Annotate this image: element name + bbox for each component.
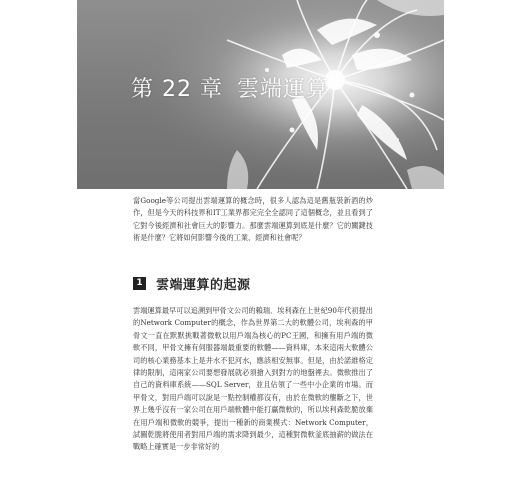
chapter-title [131,72,329,103]
chapter-name: 雲端運算 [236,77,329,102]
section-heading [133,275,251,291]
body-paragraph: 雲端運算最早可以追溯到甲骨文公司的賴瑞．埃利森在上世紀90年代初提出的Network Computer的概念，作為世界第二大的軟體公司，埃利森的甲骨文一直在默默挑戰著微軟以用戶端為核心的PC王國，和擁有用戶端的微軟不同，甲骨文擁有伺服器端最重要的軟體——資料庫，本來這兩大軟體公司的核心業務基本上是井水不犯河水，應該相安無事。但是，由於諾維格定律的限制，這兩家公司要想發展就必須搶入到對方的地盤裡去。微軟推出了自己的資料庫系統——SQL Server，並且佔領了一些中小企業的市場。而甲骨文，對用戶端可以說是一點控制權都沒有，由於在微軟的壟斷之下，世界上幾乎沒有一家公司在用戶端軟體中能打贏微軟的，所以埃利森乾脆放棄在用戶端和微軟的競爭，提出一種新的商業模式：Network Computer，試圖乾脆將使用者對用戶端的需求降到最少，這種對微軟釜底抽薪的做法在戰略上確實是一步非常好的 [133,306,373,452]
section-title: 雲端運算的起源 [156,277,251,293]
chapter-banner [77,0,444,189]
section-number-badge: 1 [133,277,146,290]
intro-paragraph: 當Google等公司提出雲端運算的概念時，很多人認為這是舊瓶裝新酒的炒作，但是今天的科技界和IT工業界都完完全全認同了這個概念，並且看到了它對今後經濟和社會巨大的影響力。那麼雲端運算到底是什麼？它的關鍵技術是什麼？它將如何影響今後的工業、經濟和社會呢？ [133,196,373,243]
chapter-number: 第 22 章 [131,77,223,102]
